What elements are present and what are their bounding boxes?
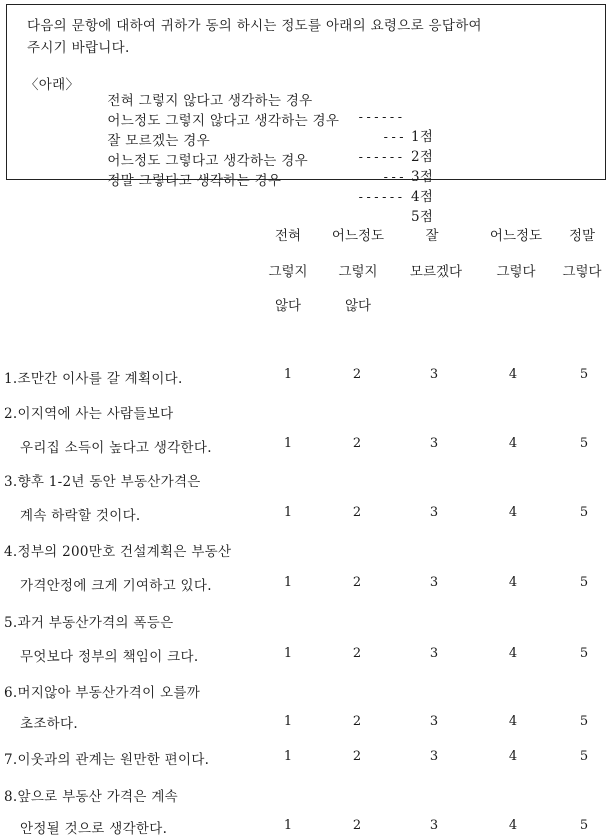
scale-header-1-line2: 그렇지 xyxy=(268,264,308,280)
item-7-text: 7.이웃과의 관계는 원만한 편이다. xyxy=(4,752,210,768)
item-7-score-2[interactable]: 2 xyxy=(352,749,362,764)
item-4-text-cont: 가격안정에 크게 기여하고 있다. xyxy=(20,578,212,594)
scale-header-1-line3: 않다 xyxy=(274,298,302,314)
item-2-text: 2.이지역에 사는 사람들보다 xyxy=(4,406,174,422)
item-8-score-5[interactable]: 5 xyxy=(579,818,589,833)
item-6-score-1[interactable]: 1 xyxy=(283,714,293,729)
item-3-text: 3.향후 1-2년 동안 부동산가격은 xyxy=(4,474,201,490)
item-6-score-3[interactable]: 3 xyxy=(429,714,439,729)
scale-header-2-line3: 않다 xyxy=(344,298,372,314)
item-2-score-2[interactable]: 2 xyxy=(352,436,362,451)
item-4-score-4[interactable]: 4 xyxy=(508,575,518,590)
item-7-score-4[interactable]: 4 xyxy=(508,749,518,764)
item-2-score-4[interactable]: 4 xyxy=(508,436,518,451)
item-3-score-4[interactable]: 4 xyxy=(508,505,518,520)
item-7-score-3[interactable]: 3 xyxy=(429,749,439,764)
item-1-score-5[interactable]: 5 xyxy=(579,367,589,382)
instructions-line-2: 주시기 바랍니다. xyxy=(27,40,130,56)
legend-label: 어느정도 그렇다고 생각하는 경우 xyxy=(107,153,308,169)
scale-header-3-line2: 모르겠다 xyxy=(409,264,463,280)
item-8-score-4[interactable]: 4 xyxy=(508,818,518,833)
item-1-score-4[interactable]: 4 xyxy=(508,367,518,382)
item-6-score-5[interactable]: 5 xyxy=(579,714,589,729)
scale-header-2-line2: 그렇지 xyxy=(338,264,378,280)
legend-dashes: ------ xyxy=(357,189,404,204)
item-1-score-3[interactable]: 3 xyxy=(429,367,439,382)
item-4-text: 4.정부의 200만호 건설계획은 부동산 xyxy=(4,544,232,560)
item-3-score-3[interactable]: 3 xyxy=(429,505,439,520)
item-7-score-5[interactable]: 5 xyxy=(579,749,589,764)
legend-label: 정말 그렇다고 생각하는 경우 xyxy=(107,173,282,189)
item-2-score-3[interactable]: 3 xyxy=(429,436,439,451)
item-5-text-cont: 무엇보다 정부의 책임이 크다. xyxy=(20,649,199,665)
legend-score: 3점 xyxy=(411,169,434,185)
item-3-score-5[interactable]: 5 xyxy=(579,505,589,520)
item-1-score-2[interactable]: 2 xyxy=(352,367,362,382)
item-7-score-1[interactable]: 1 xyxy=(283,749,293,764)
item-8-score-2[interactable]: 2 xyxy=(352,818,362,833)
legend-dashes: ------ xyxy=(357,149,404,164)
item-5-text: 5.과거 부동산가격의 폭등은 xyxy=(4,615,174,631)
item-5-score-3[interactable]: 3 xyxy=(429,646,439,661)
item-4-score-2[interactable]: 2 xyxy=(352,575,362,590)
legend-label: 잘 모르겠는 경우 xyxy=(107,133,210,149)
scale-header-4-line2: 그렇다 xyxy=(496,264,536,280)
item-8-score-1[interactable]: 1 xyxy=(283,818,293,833)
item-2-score-5[interactable]: 5 xyxy=(579,436,589,451)
scale-header-5: 정말 xyxy=(568,228,596,244)
instructions-box xyxy=(6,4,606,225)
instructions-line-1: 다음의 문항에 대하여 귀하가 동의 하시는 정도를 아래의 요령으로 응답하여 xyxy=(27,18,482,34)
legend-label: 어느정도 그렇지 않다고 생각하는 경우 xyxy=(107,113,340,129)
item-3-score-2[interactable]: 2 xyxy=(352,505,362,520)
item-5-score-2[interactable]: 2 xyxy=(352,646,362,661)
item-1-text: 1.조만간 이사를 갈 계획이다. xyxy=(4,371,183,387)
legend-score: 2점 xyxy=(411,149,434,165)
item-3-text-cont: 계속 하락할 것이다. xyxy=(20,508,141,524)
item-4-score-1[interactable]: 1 xyxy=(283,575,293,590)
item-8-text: 8.앞으로 부동산 가격은 계속 xyxy=(4,789,179,805)
scale-header-3: 잘 xyxy=(425,228,439,244)
item-4-score-3[interactable]: 3 xyxy=(429,575,439,590)
item-6-text-cont: 초조하다. xyxy=(20,716,78,732)
legend-dashes: --- xyxy=(382,169,406,184)
item-6-score-4[interactable]: 4 xyxy=(508,714,518,729)
instructions-text xyxy=(27,15,592,59)
scale-header-1 xyxy=(275,228,301,244)
item-5-score-5[interactable]: 5 xyxy=(579,646,589,661)
item-4-score-5[interactable]: 5 xyxy=(579,575,589,590)
item-2-score-1[interactable]: 1 xyxy=(283,436,293,451)
legend-score: 1점 xyxy=(411,129,434,145)
legend-score: 5점 xyxy=(411,209,434,225)
item-5-score-1[interactable]: 1 xyxy=(283,646,293,661)
scale-header-2: 어느정도 xyxy=(331,228,385,244)
legend-dashes: --- xyxy=(382,129,406,144)
legend-dashes: ------ xyxy=(357,109,404,124)
scale-header-5-line2: 그렇다 xyxy=(562,264,602,280)
item-1-score-1[interactable]: 1 xyxy=(283,367,293,382)
legend-tag: 〈아래〉 xyxy=(25,77,80,93)
item-6-text: 6.머지않아 부동산가격이 오를까 xyxy=(4,685,201,701)
scale-header-line: 전혀 xyxy=(274,228,302,244)
item-5-score-4[interactable]: 4 xyxy=(508,646,518,661)
legend-score: 4점 xyxy=(411,189,434,205)
item-8-text-cont: 안정될 것으로 생각한다. xyxy=(20,821,168,837)
item-2-text-cont: 우리집 소득이 높다고 생각한다. xyxy=(20,440,212,456)
item-3-score-1[interactable]: 1 xyxy=(283,505,293,520)
item-8-score-3[interactable]: 3 xyxy=(429,818,439,833)
scale-header-4: 어느정도 xyxy=(489,228,543,244)
legend-label: 전혀 그렇지 않다고 생각하는 경우 xyxy=(107,93,313,109)
item-6-score-2[interactable]: 2 xyxy=(352,714,362,729)
